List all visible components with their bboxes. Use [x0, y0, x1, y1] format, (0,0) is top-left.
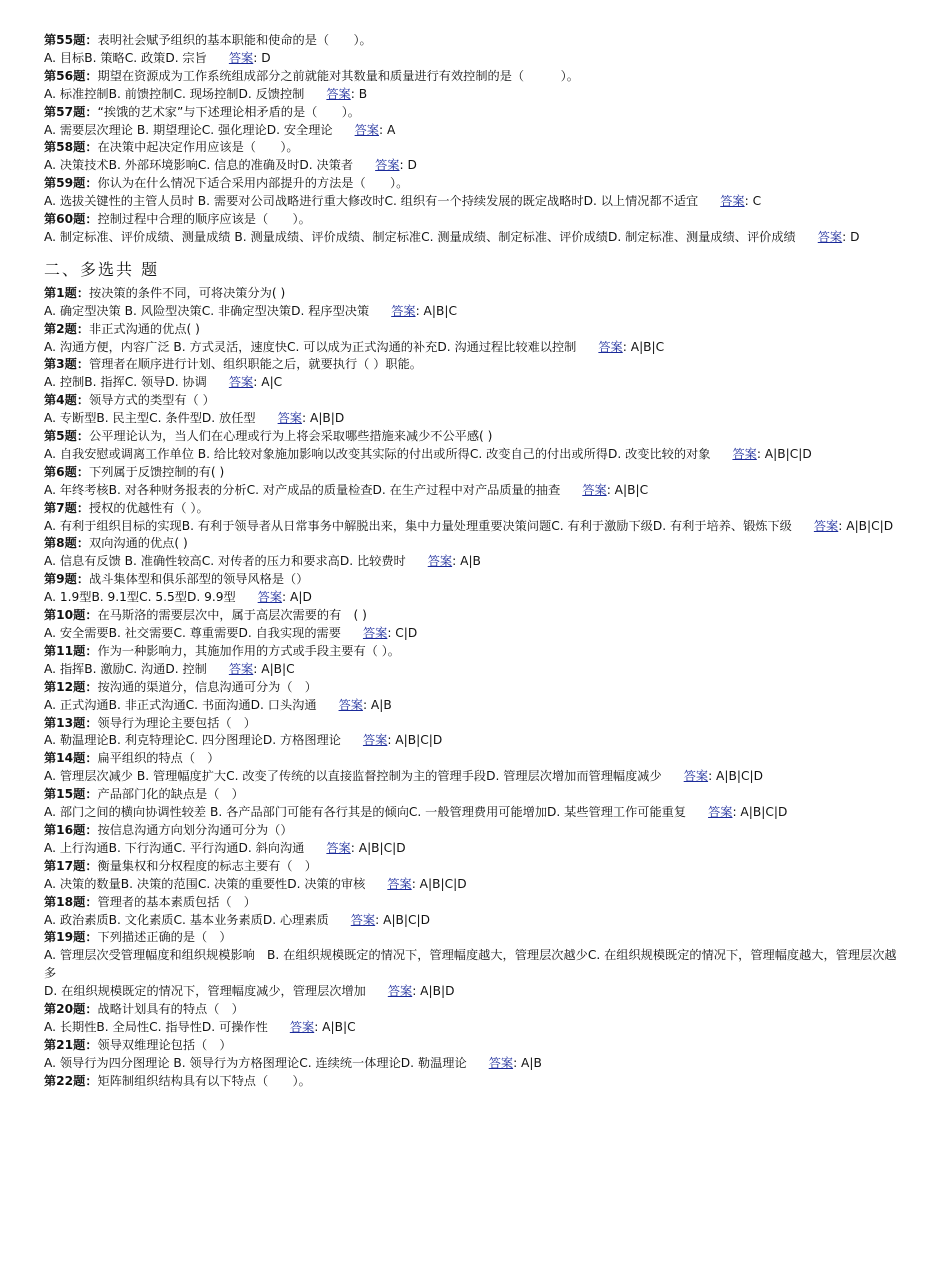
- options-text: A. 上行沟通B. 下行沟通C. 平行沟通D. 斜向沟通: [44, 840, 305, 855]
- question-text: 战略计划具有的特点（ ）: [97, 1002, 244, 1017]
- answer: [363, 626, 417, 640]
- question-line: [44, 858, 906, 876]
- answer-link[interactable]: 答案: [228, 375, 254, 390]
- question-line: [44, 285, 906, 303]
- answer-value: : A|B: [362, 697, 392, 712]
- options-text: A. 决策的数量B. 决策的范围C. 决策的重要性D. 决策的审核: [44, 876, 366, 891]
- question-number: 第9题：: [44, 572, 90, 587]
- question-block: [44, 607, 906, 643]
- options-text: A. 管理层次受管理幅度和组织规模影响 B. 在组织规模既定的情况下，管理幅度越大，管理层次越少C. 在组织规模既定的情况下，管理幅度越大，管理层次越多: [44, 948, 897, 981]
- answer: [229, 662, 295, 676]
- answer-value: : A|B|C: [415, 303, 457, 318]
- options-text: A. 安全需要B. 社交需要C. 尊重需要D. 自我实现的需要: [44, 626, 341, 640]
- options-text: A. 信息有反馈 B. 准确性较高C. 对传者的压力和要求高D. 比较费时: [44, 554, 406, 569]
- answer: [391, 304, 457, 318]
- question-text: 领导行为理论主要包括（ ）: [97, 715, 256, 730]
- question-number: 第19题：: [44, 930, 98, 945]
- question-line: [44, 175, 906, 193]
- question-line: [44, 1073, 906, 1091]
- answer-link[interactable]: 答案: [817, 229, 843, 244]
- answer: [355, 123, 396, 137]
- answer-link[interactable]: 答案: [708, 805, 733, 820]
- answer-link[interactable]: 答案: [326, 86, 351, 101]
- answer: [720, 194, 761, 208]
- answer: [290, 1020, 356, 1034]
- question-line: [44, 464, 906, 482]
- options-line: [44, 589, 906, 607]
- answer-link[interactable]: 答案: [375, 158, 400, 173]
- question-text: 按信息沟通方向划分沟通可分为（）: [97, 822, 293, 837]
- options-line: [44, 840, 906, 858]
- question-text: 下列属于反馈控制的有( ): [89, 464, 225, 479]
- document-page: [44, 32, 906, 1091]
- options-text: A. 管理层次减少 B. 管理幅度扩大C. 改变了传统的以直接监督控制为主的管理手段D. 管理层次增加而管理幅度减少: [44, 769, 662, 784]
- answer: [326, 87, 367, 101]
- options-text: A. 自我安慰或调离工作单位 B. 给比较对象施加影响以改变其实际的付出或所得C. 改变自己的付出或所得D. 改变比较的对象: [44, 446, 711, 461]
- options-line: [44, 50, 906, 68]
- question-line: [44, 679, 906, 697]
- question-line: [44, 392, 906, 410]
- answer-link[interactable]: 答案: [387, 984, 413, 999]
- question-block: [44, 679, 906, 715]
- question-text: 你认为在什么情况下适合采用内部提升的方法是（ ）。: [97, 176, 409, 191]
- answer-value: : D: [399, 158, 417, 173]
- options-text: A. 确定型决策 B. 风险型决策C. 非确定型决策D. 程序型决策: [44, 303, 370, 318]
- question-line: [44, 929, 906, 947]
- question-block: [44, 858, 906, 894]
- question-line: [44, 32, 906, 50]
- options-line: [44, 339, 906, 357]
- question-line: [44, 715, 906, 733]
- question-line: [44, 104, 906, 122]
- answer-value: : A|B: [452, 554, 481, 569]
- question-line: [44, 500, 906, 518]
- answer-value: : A|B|C|D: [350, 840, 406, 855]
- answer-value: : A|B|C|D: [411, 876, 467, 891]
- options-line: [44, 86, 906, 104]
- answer-value: : A: [379, 122, 396, 137]
- question-number: 第14题：: [44, 751, 98, 766]
- question-number: 第13题：: [44, 715, 98, 730]
- question-block: [44, 822, 906, 858]
- answer: [258, 590, 312, 604]
- question-block: [44, 571, 906, 607]
- question-number: 第4题：: [44, 393, 90, 408]
- question-text: 期望在资源成为工作系统组成部分之前就能对其数量和质量进行有效控制的是（ ）。: [97, 68, 579, 83]
- question-line: [44, 786, 906, 804]
- options-line: [44, 697, 906, 715]
- options-line: [44, 229, 906, 247]
- question-text: 扁平组织的特点（ ）: [97, 751, 220, 766]
- question-block: [44, 104, 906, 140]
- question-block: [44, 894, 906, 930]
- question-text: 领导方式的类型有（ ）: [89, 393, 215, 408]
- question-number: 第11题：: [44, 643, 98, 658]
- answer-value: : B: [350, 86, 368, 101]
- answer-value: : A|C: [253, 375, 283, 390]
- question-block: [44, 211, 906, 247]
- answer-value: : A|B|D: [412, 984, 455, 999]
- question-line: [44, 139, 906, 157]
- answer-link[interactable]: 答案: [257, 590, 283, 605]
- answer: [326, 841, 405, 855]
- options-line: [44, 1019, 906, 1037]
- options-line: [44, 482, 906, 500]
- options-line: [44, 518, 906, 536]
- question-text: 作为一种影响力，其施加作用的方式或手段主要有（ ）。: [97, 643, 400, 658]
- answer-link[interactable]: 答案: [813, 518, 839, 533]
- question-text: 领导双维理论包括（ ）: [97, 1037, 232, 1052]
- question-number: 第21题：: [44, 1037, 98, 1052]
- question-number: 第7题：: [44, 500, 90, 515]
- options-text: A. 正式沟通B. 非正式沟通C. 书面沟通D. 口头沟通: [44, 697, 317, 712]
- options-line: [44, 374, 906, 392]
- section-heading: 二、多选共 题: [44, 259, 160, 279]
- answer-value: : A|B|C|D: [387, 733, 443, 748]
- options-line: [44, 912, 906, 930]
- answer-link[interactable]: 答案: [732, 446, 757, 461]
- answer: [428, 554, 481, 568]
- question-line: [44, 428, 906, 446]
- question-line: [44, 571, 906, 589]
- options-text: A. 勒温理论B. 利克特理论C. 四分图理论D. 方格图理论: [44, 733, 341, 748]
- options-line: [44, 947, 906, 983]
- options-line: [44, 446, 906, 464]
- answer-link[interactable]: 答案: [598, 339, 623, 354]
- answer-link[interactable]: 答案: [350, 912, 376, 927]
- answer: [708, 805, 787, 819]
- answer: [351, 913, 430, 927]
- options-text: A. 需要层次理论 B. 期望理论C. 强化理论D. 安全理论: [44, 122, 333, 137]
- answer: [363, 733, 442, 747]
- answer: [375, 158, 417, 172]
- options-text: A. 目标B. 策略C. 政策D. 宗旨: [44, 50, 207, 65]
- question-line: [44, 822, 906, 840]
- question-line: [44, 894, 906, 912]
- question-number: 第58题：: [44, 140, 98, 155]
- question-block: [44, 500, 906, 536]
- question-text: 下列描述正确的是（ ）: [97, 930, 232, 945]
- question-line: [44, 321, 906, 339]
- options-line: [44, 732, 906, 750]
- question-text: 双向沟通的优点( ): [89, 536, 188, 551]
- answer-value: : A|D: [282, 590, 312, 605]
- question-line: [44, 750, 906, 768]
- options-line: [44, 1055, 906, 1073]
- options-line: [44, 410, 906, 428]
- question-number: 第12题：: [44, 679, 98, 694]
- question-number: 第5题：: [44, 429, 90, 444]
- answer-link[interactable]: 答案: [427, 554, 453, 569]
- options-text: A. 部门之间的横向协调性较差 B. 各产品部门可能有各行其是的倾向C. 一般管理费用可能增加D. 某些管理工作可能重复: [44, 805, 687, 820]
- answer: [387, 877, 466, 891]
- question-block: [44, 139, 906, 175]
- question-block: [44, 1001, 906, 1037]
- options-line: [44, 876, 906, 894]
- answer-link[interactable]: 答案: [277, 411, 302, 426]
- question-line: [44, 607, 906, 625]
- answer: [489, 1056, 542, 1070]
- answer-link[interactable]: 答案: [720, 194, 745, 209]
- question-text: 管理者的基本素质包括（ ）: [97, 894, 256, 909]
- answer-link[interactable]: 答案: [683, 769, 709, 784]
- answer-value: : D: [253, 50, 271, 65]
- answer-link[interactable]: 答案: [387, 876, 412, 891]
- question-block: [44, 1073, 906, 1091]
- answer-value: : A|B|C|D: [708, 769, 763, 784]
- question-text: 衡量集权和分权程度的标志主要有（ ）: [97, 858, 317, 873]
- question-text: 在决策中起决定作用应该是（ ）。: [97, 140, 299, 155]
- options-text: A. 长期性B. 全局性C. 指导性D. 可操作性: [44, 1019, 268, 1034]
- question-line: [44, 643, 906, 661]
- question-block: [44, 464, 906, 500]
- answer-value: : A|B|C|D: [838, 518, 894, 533]
- answer: [598, 340, 664, 354]
- options-text: A. 制定标准、评价成绩、测量成绩 B. 测量成绩、评价成绩、制定标准C. 测量成绩、制定标准、评价成绩D. 制定标准、测量成绩、评价成绩: [44, 229, 796, 244]
- question-block: [44, 929, 906, 1001]
- question-number: 第20题：: [44, 1002, 98, 1017]
- options-text: A. 政治素质B. 文化素质C. 基本业务素质D. 心理素质: [44, 912, 329, 927]
- question-block: [44, 643, 906, 679]
- question-number: 第6题：: [44, 464, 90, 479]
- answer: [818, 230, 860, 244]
- answer: [278, 411, 345, 425]
- question-text: 在马斯洛的需要层次中，属于高层次需要的有 ( ): [97, 608, 367, 623]
- answer-value: : A|B: [513, 1055, 542, 1070]
- question-block: [44, 428, 906, 464]
- question-block: [44, 32, 906, 68]
- question-number: 第22题：: [44, 1073, 98, 1088]
- answer: [229, 51, 271, 65]
- question-text: 非正式沟通的优点( ): [89, 321, 200, 336]
- question-number: 第17题：: [44, 858, 98, 873]
- question-text: 授权的优越性有（ ）。: [89, 500, 209, 515]
- question-number: 第10题：: [44, 608, 98, 623]
- answer-link[interactable]: 答案: [228, 50, 254, 65]
- question-block: [44, 175, 906, 211]
- answer-link[interactable]: 答案: [338, 697, 363, 712]
- answer: [814, 519, 893, 533]
- answer-link[interactable]: 答案: [362, 626, 388, 640]
- question-text: 按决策的条件不同，可将决策分为( ): [89, 285, 286, 300]
- options-text: A. 年终考核B. 对各种财务报表的分析C. 对产成品的质量检查D. 在生产过程中对产品质量的抽查: [44, 482, 561, 497]
- question-number: 第56题：: [44, 68, 98, 83]
- question-block: [44, 356, 906, 392]
- options-line: [44, 983, 906, 1001]
- answer-value: : C|D: [387, 626, 418, 640]
- question-number: 第16题：: [44, 822, 98, 837]
- question-number: 第2题：: [44, 321, 90, 336]
- options-line: [44, 625, 906, 643]
- question-text: 表明社会赋予组织的基本职能和使命的是（ ）。: [97, 33, 372, 47]
- question-number: 第57题：: [44, 104, 98, 119]
- question-block: [44, 285, 906, 321]
- options-text: A. 领导行为四分图理论 B. 领导行为方格图理论C. 连续统一体理论D. 勒温理论: [44, 1055, 467, 1070]
- question-text: 产品部门化的缺点是（ ）: [97, 787, 244, 802]
- options-text: A. 决策技术B. 外部环境影响C. 信息的准确及时D. 决策者: [44, 158, 354, 173]
- options-text: A. 标准控制B. 前馈控制C. 现场控制D. 反馈控制: [44, 86, 305, 101]
- question-text: 矩阵制组织结构具有以下特点（ ）。: [97, 1073, 311, 1088]
- question-block: [44, 392, 906, 428]
- options-line: [44, 553, 906, 571]
- options-line: [44, 122, 906, 140]
- question-block: [44, 715, 906, 751]
- answer-link[interactable]: 答案: [582, 482, 607, 497]
- answer-value: : A|B|C: [253, 661, 295, 676]
- question-number: 第59题：: [44, 176, 98, 191]
- question-line: [44, 211, 906, 229]
- answer-value: : C: [744, 194, 762, 209]
- options-text: A. 专断型B. 民主型C. 条件型D. 放任型: [44, 411, 256, 426]
- options-text: D. 在组织规模既定的情况下，管理幅度减少，管理层次增加: [44, 984, 366, 999]
- question-line: [44, 356, 906, 374]
- answer: [229, 375, 282, 389]
- answer-link[interactable]: 答案: [228, 661, 254, 676]
- answer-value: : A|B|C|D: [732, 805, 788, 820]
- options-line: [44, 303, 906, 321]
- options-text: A. 沟通方便，内容广泛 B. 方式灵活，速度快C. 可以成为正式沟通的补充D. 沟通过程比较难以控制: [44, 339, 577, 354]
- options-line: [44, 661, 906, 679]
- question-line: [44, 1001, 906, 1019]
- question-number: 第60题：: [44, 212, 98, 227]
- answer-value: : A|B|D: [302, 411, 345, 426]
- answer: [684, 769, 763, 783]
- options-text: A. 控制B. 指挥C. 领导D. 协调: [44, 375, 207, 390]
- answer: [339, 698, 392, 712]
- question-block: [44, 1037, 906, 1073]
- answer-value: : A|B|C|D: [756, 446, 812, 461]
- question-number: 第8题：: [44, 536, 90, 551]
- question-number: 第1题：: [44, 285, 90, 300]
- question-text: 战斗集体型和俱乐部型的领导风格是（）: [89, 572, 309, 587]
- options-line: [44, 768, 906, 786]
- question-block: [44, 786, 906, 822]
- answer-value: : A|B|C: [622, 339, 665, 354]
- options-line: [44, 193, 906, 211]
- question-line: [44, 1037, 906, 1055]
- answer: [582, 483, 648, 497]
- options-text: A. 指挥B. 激励C. 沟通D. 控制: [44, 661, 207, 676]
- question-line: [44, 535, 906, 553]
- answer-value: : A|B|C|D: [375, 912, 431, 927]
- options-line: [44, 157, 906, 175]
- options-line: [44, 804, 906, 822]
- question-block: [44, 68, 906, 104]
- question-number: 第18题：: [44, 894, 98, 909]
- question-text: 公平理论认为，当人们在心理或行为上将会采取哪些措施来减少不公平感( ): [89, 429, 493, 444]
- options-text: A. 有利于组织目标的实现B. 有利于领导者从日常事务中解脱出来，集中力量处理重要决策问题C. 有利于激励下级D. 有利于培养、锻炼下级: [44, 518, 792, 533]
- answer-link[interactable]: 答案: [362, 733, 388, 748]
- answer-value: : A|B|C: [314, 1019, 356, 1034]
- answer: [732, 447, 811, 461]
- question-text: “挨饿的艺术家”与下述理论相矛盾的是（ ）。: [97, 104, 360, 119]
- question-block: [44, 321, 906, 357]
- question-block: [44, 535, 906, 571]
- question-number: 第15题：: [44, 787, 98, 802]
- answer-link[interactable]: 答案: [289, 1019, 315, 1034]
- options-text: A. 选拔关键性的主管人员时 B. 需要对公司战略进行重大修改时C. 组织有一个持续发展的既定战略时D. 以上情况都不适宜: [44, 194, 699, 209]
- answer-link[interactable]: 答案: [354, 122, 379, 137]
- answer-link[interactable]: 答案: [326, 840, 351, 855]
- answer-value: : D: [842, 229, 860, 244]
- question-text: 管理者在顺序进行计划、组织职能之后，就要执行（ ）职能。: [89, 357, 422, 372]
- answer-link[interactable]: 答案: [391, 303, 416, 318]
- options-text: A. 1.9型B. 9.1型C. 5.5型D. 9.9型: [44, 590, 236, 605]
- question-number: 第55题：: [44, 33, 98, 47]
- question-number: 第3题：: [44, 357, 90, 372]
- question-line: [44, 68, 906, 86]
- question-block: [44, 750, 906, 786]
- answer: [388, 984, 455, 998]
- question-text: 按沟通的渠道分，信息沟通可分为（ ）: [97, 679, 317, 694]
- question-text: 控制过程中合理的顺序应该是（ ）。: [97, 212, 311, 227]
- answer-value: : A|B|C: [606, 482, 649, 497]
- answer-link[interactable]: 答案: [488, 1055, 514, 1070]
